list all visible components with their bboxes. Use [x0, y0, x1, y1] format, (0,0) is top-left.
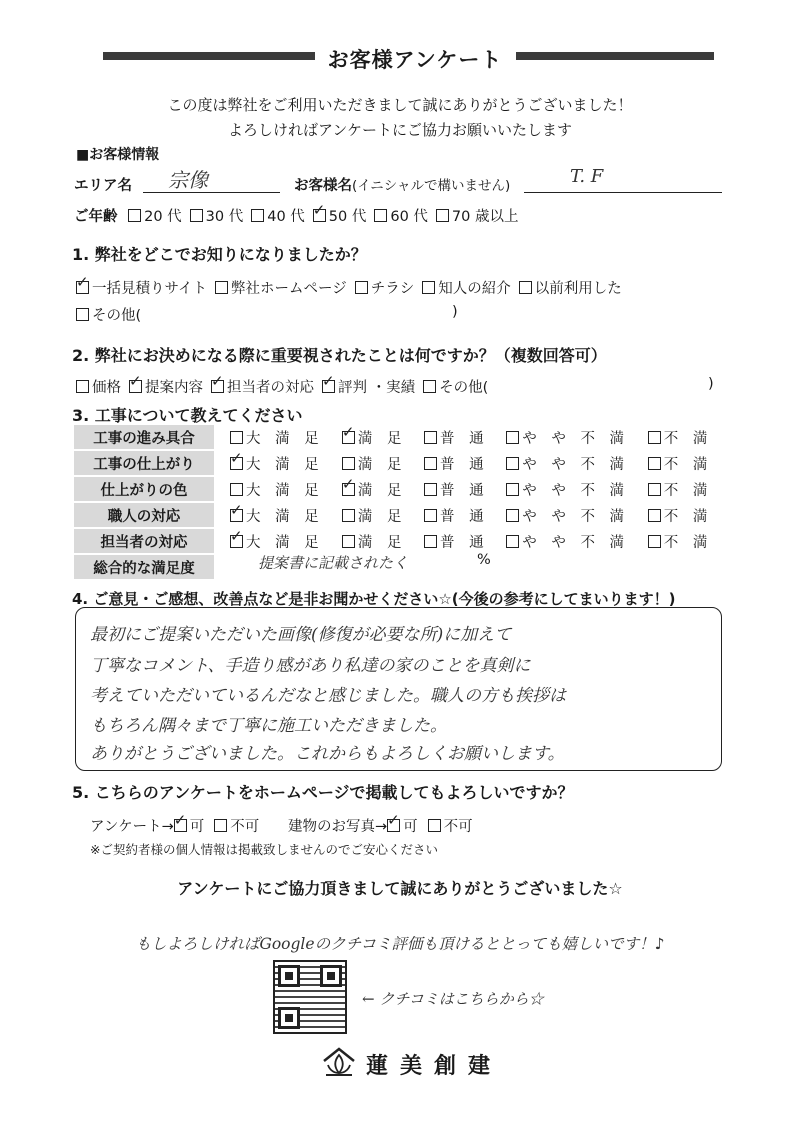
satisfaction-cell[interactable] [408, 528, 490, 554]
satisfaction-cell[interactable] [408, 425, 490, 450]
satisfaction-option-label: 大 満 足 [246, 482, 324, 499]
satisfaction-cell[interactable] [214, 528, 326, 554]
satisfaction-option-label: 不 満 [663, 482, 713, 499]
satisfaction-checkbox[interactable] [506, 509, 519, 522]
satisfaction-cell[interactable] [326, 502, 408, 528]
q2-other-close: ) [708, 376, 714, 392]
q2-2-label: 担当者の対応 [227, 380, 314, 396]
q1-1-checkbox[interactable] [215, 281, 228, 294]
satisfaction-cell[interactable] [632, 528, 714, 554]
qr-code[interactable] [273, 960, 347, 1034]
q1-1-label: 弊社ホームページ [230, 281, 347, 297]
satisfaction-checkbox[interactable] [424, 457, 437, 470]
photo-ng-label: 不可 [443, 819, 473, 835]
satisfaction-option-label: 満 足 [357, 456, 407, 473]
photo-ok-checkbox[interactable] [387, 819, 400, 832]
q2-1-label: 提案内容 [145, 380, 203, 396]
privacy-note: ※ご契約者様の個人情報は掲載致しませんのでご安心ください [90, 842, 438, 857]
intro-line-2: よろしければアンケートにご協力お願いいたします [227, 121, 573, 139]
area-value[interactable]: 宗像 [168, 168, 208, 192]
survey-ok-checkbox[interactable] [174, 819, 187, 832]
q2-3-checkbox[interactable] [322, 380, 335, 393]
age-0-label: 20 代 [144, 209, 182, 225]
q1-other-label: その他( [92, 308, 142, 324]
satisfaction-checkbox[interactable] [506, 457, 519, 470]
intro-line-1: この度は弊社をご利用いただきまして誠にありがとうございました！ [167, 96, 633, 114]
survey-ng-checkbox[interactable] [214, 819, 227, 832]
satisfaction-option-label: 不 満 [663, 456, 713, 473]
thanks-message: アンケートにご協力頂きまして誠にありがとうございました☆ [177, 879, 623, 898]
satisfaction-cell[interactable] [490, 450, 632, 476]
satisfaction-checkbox[interactable] [424, 483, 437, 496]
name-label: お客様名 [294, 178, 352, 194]
satisfaction-option-label: 大 満 足 [246, 431, 324, 447]
survey-publish-label: アンケート→ [90, 819, 174, 835]
satisfaction-row-label: 担当者の対応 [74, 528, 214, 554]
satisfaction-option-label: 大 満 足 [246, 456, 324, 473]
q1-3-checkbox[interactable] [422, 281, 435, 294]
satisfaction-option-label: や や 不 満 [522, 431, 630, 447]
age-3-option[interactable] [313, 209, 367, 225]
satisfaction-cell[interactable] [214, 476, 326, 502]
header-bar-right [516, 52, 714, 60]
q1-4-checkbox[interactable] [519, 281, 532, 294]
q2-heading: 2. 弊社にお決めになる際に重要視されたことは何ですか？（複数回答可） [72, 346, 607, 365]
area-label: エリア名 [74, 178, 132, 194]
satisfaction-checkbox[interactable] [342, 457, 355, 470]
satisfaction-option-label: や や 不 満 [522, 456, 630, 473]
comment-line-5: ありがとうございました。これからもよろしくお願いします。 [90, 744, 565, 764]
satisfaction-cell[interactable] [632, 450, 714, 476]
qr-note: ← クチコミはこちらから☆ [362, 990, 544, 1008]
photo-publish-label: 建物のお写真→ [288, 819, 388, 835]
q5-heading: 5. こちらのアンケートをホームページで掲載してもよろしいですか？ [72, 783, 574, 802]
q2-4-checkbox[interactable] [423, 380, 436, 393]
satisfaction-row [74, 528, 714, 554]
q2-4-label: その他( [439, 380, 489, 396]
company-name: 蓮美創建 [366, 1054, 503, 1079]
q2-0-checkbox[interactable] [76, 380, 89, 393]
satisfaction-checkbox[interactable] [648, 483, 661, 496]
photo-ng-checkbox[interactable] [428, 819, 441, 832]
age-0-option[interactable] [128, 209, 182, 225]
comment-line-2: 丁寧なコメント、手造り感があり私達の家のことを真剣に [90, 656, 531, 676]
age-3-label: 50 代 [328, 209, 367, 225]
satisfaction-row [74, 425, 714, 450]
satisfaction-cell[interactable] [490, 476, 632, 502]
overall-unit: % [477, 552, 491, 568]
q2-0-option[interactable] [76, 380, 121, 396]
satisfaction-row [74, 502, 714, 528]
satisfaction-option-label: 満 足 [357, 534, 407, 551]
overall-label: 総合的な満足度 [74, 554, 214, 580]
satisfaction-checkbox[interactable] [506, 483, 519, 496]
page-title: お客様アンケート [327, 48, 503, 72]
q3-heading: 3. 工事について教えてください [72, 406, 303, 425]
satisfaction-checkbox[interactable] [648, 535, 661, 548]
satisfaction-row-label: 工事の進み具合 [74, 425, 214, 450]
satisfaction-checkbox[interactable] [648, 431, 661, 444]
photo-ok-label: 可 [403, 819, 418, 835]
satisfaction-cell[interactable] [326, 528, 408, 554]
satisfaction-option-label: 満 足 [357, 431, 407, 447]
age-label: ご年齢 [74, 209, 118, 225]
satisfaction-checkbox[interactable] [424, 431, 437, 444]
area-underline [143, 192, 280, 193]
age-2-checkbox[interactable] [251, 209, 264, 222]
satisfaction-option-label: 普 通 [440, 482, 489, 499]
name-underline [524, 192, 722, 193]
satisfaction-checkbox[interactable] [230, 457, 243, 470]
satisfaction-checkbox[interactable] [230, 483, 243, 496]
satisfaction-checkbox[interactable] [506, 535, 519, 548]
q1-4-label: 以前利用した [534, 281, 622, 297]
satisfaction-option-label: や や 不 満 [522, 508, 630, 525]
overall-value[interactable]: 提案書に記載されたく [258, 554, 409, 572]
age-2-option[interactable] [251, 209, 305, 225]
age-4-label: 60 代 [390, 209, 428, 225]
satisfaction-cell[interactable] [408, 502, 490, 528]
age-4-option[interactable] [374, 209, 428, 225]
q2-2-checkbox[interactable] [211, 380, 224, 393]
satisfaction-option-label: や や 不 満 [522, 534, 630, 551]
satisfaction-cell[interactable] [490, 425, 632, 450]
survey-ok-label: 可 [189, 819, 205, 835]
q2-0-label: 価格 [92, 380, 121, 396]
q1-0-option[interactable] [76, 281, 207, 297]
satisfaction-option-label: 普 通 [440, 431, 489, 447]
satisfaction-row-label: 仕上がりの色 [74, 476, 214, 502]
q1-other-checkbox[interactable] [76, 308, 89, 321]
age-0-checkbox[interactable] [128, 209, 141, 222]
satisfaction-row [74, 476, 714, 502]
q2-2-option[interactable] [211, 380, 314, 396]
satisfaction-checkbox[interactable] [230, 535, 243, 548]
satisfaction-checkbox[interactable] [424, 535, 437, 548]
age-row [74, 205, 526, 226]
age-1-option[interactable] [190, 209, 244, 225]
age-5-label: 70 歳以上 [451, 209, 519, 225]
google-note: もしよろしければGoogleのクチコミ評価も頂けるととっても嬉しいです！♪ [135, 935, 665, 953]
satisfaction-option-label: や や 不 満 [522, 482, 630, 499]
q1-3-label: 知人の紹介 [438, 281, 511, 297]
satisfaction-checkbox[interactable] [230, 431, 243, 444]
satisfaction-checkbox[interactable] [648, 457, 661, 470]
satisfaction-row-label: 工事の仕上がり [74, 450, 214, 476]
satisfaction-cell[interactable] [408, 450, 490, 476]
satisfaction-cell[interactable] [632, 425, 714, 450]
satisfaction-cell[interactable] [490, 528, 632, 554]
age-5-checkbox[interactable] [436, 209, 449, 222]
satisfaction-option-label: 普 通 [440, 534, 489, 551]
satisfaction-cell[interactable] [214, 502, 326, 528]
satisfaction-option-label: 不 満 [663, 508, 713, 525]
q2-4-option[interactable] [423, 380, 488, 396]
satisfaction-checkbox[interactable] [506, 431, 519, 444]
age-5-option[interactable] [436, 209, 519, 225]
age-3-checkbox[interactable] [313, 209, 326, 222]
satisfaction-checkbox[interactable] [342, 431, 355, 444]
q1-2-label: チラシ [370, 281, 415, 297]
lotus-logo-icon [322, 1047, 356, 1077]
q2-3-label: 評判 ・実績 [338, 380, 416, 396]
satisfaction-option-label: 大 満 足 [246, 534, 324, 551]
age-2-label: 40 代 [267, 209, 305, 225]
satisfaction-cell[interactable] [326, 450, 408, 476]
age-1-label: 30 代 [205, 209, 244, 225]
satisfaction-checkbox[interactable] [342, 535, 355, 548]
q1-options [76, 277, 630, 298]
survey-ng-label: 不可 [230, 819, 260, 835]
q1-1-option[interactable] [215, 281, 347, 297]
satisfaction-cell[interactable] [326, 476, 408, 502]
comment-line-3: 考えていただいているんだなと感じました。職人の方も挨拶は [90, 686, 566, 706]
header-bar-left [103, 52, 315, 60]
satisfaction-option-label: 普 通 [440, 456, 489, 473]
q1-other-close: ) [452, 304, 458, 320]
satisfaction-cell[interactable] [214, 450, 326, 476]
q4-heading: 4. ご意見・ご感想、改善点など是非お聞かせください☆(今後の参考にしてまいります！) [72, 590, 676, 608]
comment-line-4: もちろん隅々まで丁寧に施工いただきました。 [90, 716, 447, 736]
comment-line-1: 最初にご提案いただいた画像(修復が必要な所)に加えて [90, 625, 512, 645]
q2-options [76, 376, 496, 397]
satisfaction-cell[interactable] [632, 502, 714, 528]
q1-0-checkbox[interactable] [76, 281, 89, 294]
satisfaction-cell[interactable] [326, 425, 408, 450]
satisfaction-option-label: 不 満 [663, 534, 713, 551]
q1-2-checkbox[interactable] [355, 281, 368, 294]
q1-3-option[interactable] [422, 281, 511, 297]
name-note: (イニシャルで構いません) [352, 178, 511, 194]
satisfaction-row [74, 450, 714, 476]
satisfaction-checkbox[interactable] [342, 509, 355, 522]
satisfaction-cell[interactable] [408, 476, 490, 502]
satisfaction-option-label: 大 満 足 [246, 508, 324, 525]
satisfaction-cell[interactable] [632, 476, 714, 502]
satisfaction-cell[interactable] [490, 502, 632, 528]
satisfaction-option-label: 満 足 [357, 508, 407, 525]
q2-3-option[interactable] [322, 380, 415, 396]
satisfaction-checkbox[interactable] [342, 483, 355, 496]
satisfaction-option-label: 満 足 [357, 482, 407, 499]
q1-4-option[interactable] [519, 281, 622, 297]
satisfaction-row-label: 職人の対応 [74, 502, 214, 528]
satisfaction-checkbox[interactable] [424, 509, 437, 522]
satisfaction-checkbox[interactable] [230, 509, 243, 522]
satisfaction-option-label: 不 満 [663, 431, 713, 447]
q2-1-option[interactable] [129, 380, 203, 396]
q1-0-label: 一括見積りサイト [92, 281, 207, 297]
satisfaction-option-label: 普 通 [440, 508, 489, 525]
q1-heading: 1. 弊社をどこでお知りになりましたか？ [72, 245, 367, 264]
age-4-checkbox[interactable] [374, 209, 387, 222]
satisfaction-cell[interactable] [214, 425, 326, 450]
customer-heading: ■お客様情報 [76, 147, 160, 163]
age-1-checkbox[interactable] [190, 209, 203, 222]
q2-1-checkbox[interactable] [129, 380, 142, 393]
name-value[interactable]: T. F [570, 166, 604, 187]
q1-2-option[interactable] [355, 281, 415, 297]
satisfaction-checkbox[interactable] [648, 509, 661, 522]
